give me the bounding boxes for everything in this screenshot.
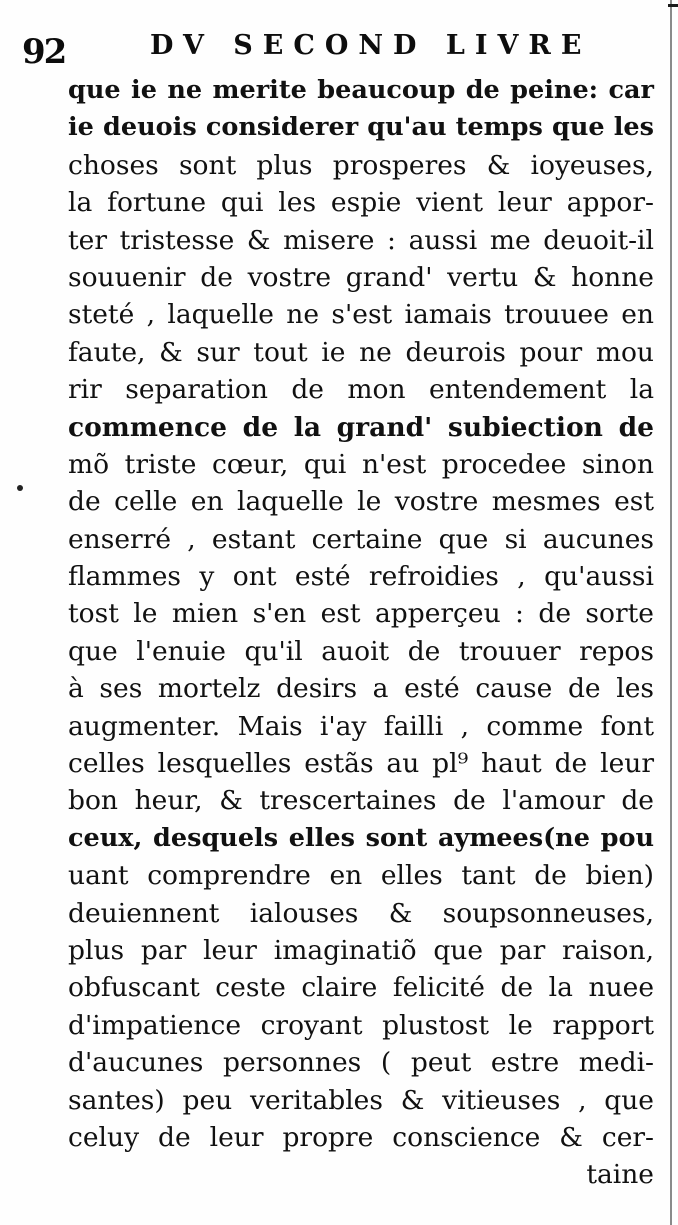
text-line: celles lesquelles estãs au pl⁹ haut de leur [68,748,654,780]
text-line: rir separation de mon entendement la [68,374,654,406]
text-line: mõ triste cœur, qui n'est procedee sinon [68,448,654,480]
margin-mark [17,485,23,491]
text-line: que l'enuie qu'il auoit de trouuer repos [68,635,654,667]
text-line: ter tristesse & misere : aussi me deuoit-il [68,224,654,256]
text-line: plus par leur imaginatiõ que par raison, [68,934,654,966]
text-line: santes) peu veritables & vitieuses , que [68,1084,654,1116]
catchword: taine [586,1159,654,1191]
text-line: uant comprendre en elles tant de bien) [68,860,654,892]
folio-number: 92 [22,32,66,72]
text-line: ceux, desquels elles sont aymees(ne pou [68,822,654,853]
text-line: la fortune qui les espie vient leur appor- [68,187,654,219]
text-line: celuy de leur propre conscience & cer- [68,1121,654,1153]
body-text [68,72,654,1194]
text-line: de celle en laquelle le vostre mesmes est [68,486,654,518]
text-line: souuenir de vostre grand' vertu & honne [68,261,654,293]
text-line: deuiennent ialouses & soupsonneuses, [68,897,654,929]
text-line: steté , laquelle ne s'est iamais trouuee en [68,299,654,331]
text-line: d'impatience croyant plustost le rapport [68,1009,654,1041]
text-line: bon heur, & trescertaines de l'amour de [68,785,654,817]
page-edge-mark [668,4,678,7]
text-line: tost le mien s'en est apperçeu : de sorte [68,598,654,630]
text-line: commence de la grand' subiection de [68,411,654,443]
text-line: choses sont plus prosperes & ioyeuses, [68,149,654,181]
text-line: que ie ne merite beaucoup de peine: car [68,75,654,105]
text-line: obfuscant ceste claire felicité de la nuee [68,972,654,1004]
text-line: ie deuois considerer qu'au temps que les [68,112,654,143]
text-line: flammes y ont esté refroidies , qu'aussi [68,561,654,593]
running-head: DV SECOND LIVRE [150,30,592,61]
page-edge-shadow [670,0,672,1225]
text-line: enserré , estant certaine que si aucunes [68,523,654,555]
text-line: à ses mortelz desirs a esté cause de les [68,673,654,705]
text-line: augmenter. Mais i'ay failli , comme font [68,710,654,742]
text-line: faute, & sur tout ie ne deurois pour mou [68,336,654,368]
text-line: d'aucunes personnes ( peut estre medi- [68,1047,654,1079]
